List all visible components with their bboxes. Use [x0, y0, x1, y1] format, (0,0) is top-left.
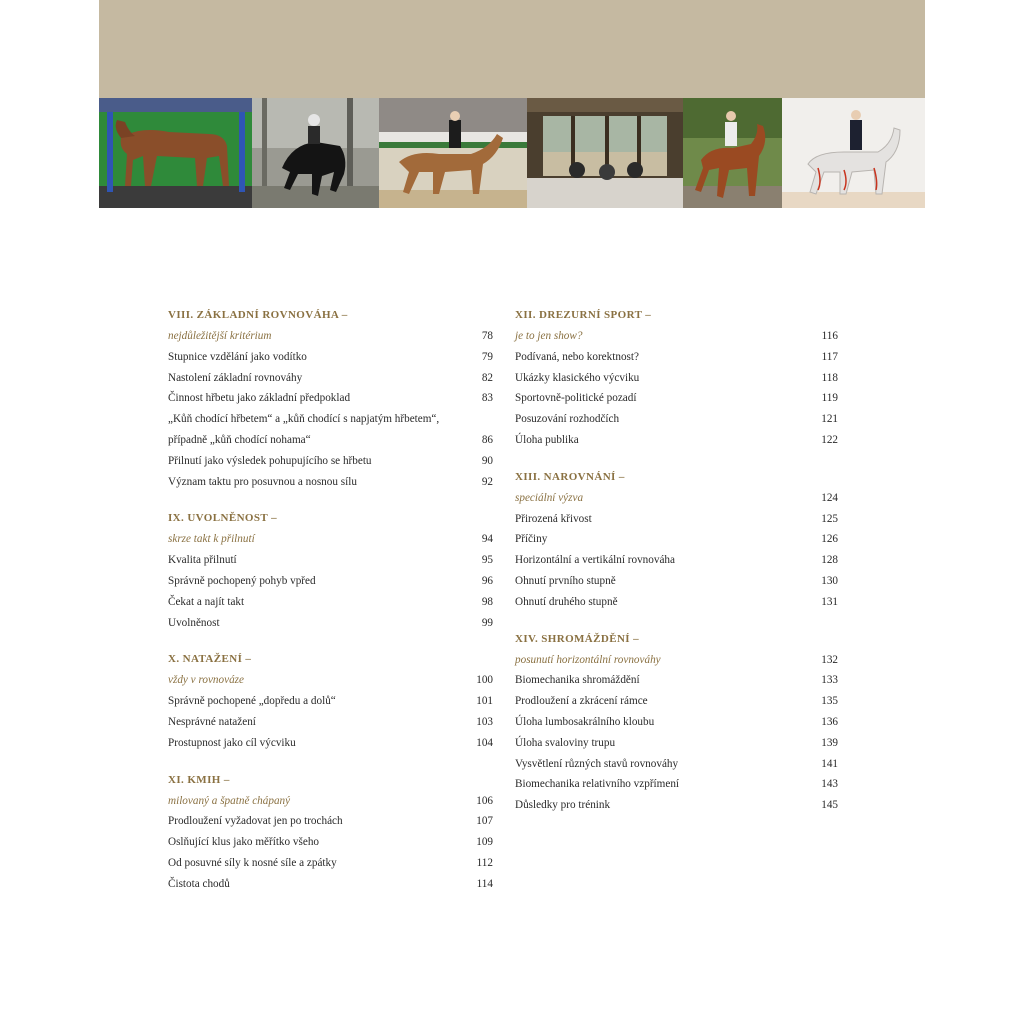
toc-entry-row[interactable] — [515, 388, 838, 409]
toc-entry-text: milovaný a špatně chápaný — [168, 794, 291, 807]
toc-page-number: 131 — [821, 595, 838, 608]
toc-section-title: VIII. ZÁKLADNÍ ROVNOVÁHA – — [168, 309, 348, 321]
toc-entry-text: Sportovně-politické pozadí — [515, 392, 637, 405]
toc-section-title: XII. DREZURNÍ SPORT – — [515, 309, 652, 321]
toc-entry-row[interactable] — [168, 613, 493, 634]
toc-entry-text: Úloha lumbosakrálního kloubu — [515, 715, 655, 728]
toc-section — [168, 305, 493, 492]
toc-page-number: 96 — [481, 574, 493, 587]
toc-page-number: 78 — [481, 330, 493, 342]
toc-page-number: 103 — [476, 715, 493, 728]
toc-entry-text: Horizontální a vertikální rovnováha — [515, 554, 675, 567]
toc-page-number: 117 — [821, 350, 838, 363]
toc-page-number: 109 — [476, 836, 493, 849]
toc-entry-text: Biomechanika shromáždění — [515, 674, 640, 687]
toc-section-title: XIII. NAROVNÁNÍ – — [515, 470, 625, 483]
toc-page-number: 82 — [481, 371, 493, 384]
toc-page-number: 92 — [481, 475, 493, 488]
toc-page-number: 121 — [821, 413, 838, 426]
toc-entry-row[interactable] — [515, 347, 838, 368]
toc-page-number: 128 — [821, 554, 838, 567]
toc-entry-row[interactable] — [168, 853, 493, 874]
toc-page-number: 118 — [821, 371, 838, 384]
toc-subtitle-row[interactable] — [515, 650, 838, 671]
toc-page-number: 116 — [821, 330, 838, 342]
toc-page-number: 135 — [821, 695, 838, 708]
toc-entry-row[interactable] — [168, 388, 493, 409]
toc-entry-row[interactable] — [515, 368, 838, 389]
toc-entry-row[interactable] — [515, 529, 838, 550]
toc-entry-text: vždy v rovnováze — [168, 674, 245, 687]
toc-entry-text: Posuzování rozhodčích — [515, 413, 620, 426]
toc-entry-text: Čekat a najít takt — [168, 595, 245, 608]
toc-entry-text: Prodloužení a zkrácení rámce — [515, 695, 648, 708]
toc-entry-row[interactable] — [168, 832, 493, 853]
toc-entry-row[interactable] — [515, 409, 838, 430]
toc-entry-row[interactable] — [168, 733, 493, 754]
toc-entry-row[interactable] — [168, 368, 493, 389]
toc-entry-row[interactable] — [515, 691, 838, 712]
toc-page-number: 139 — [821, 736, 838, 749]
toc-entry-text: Čistota chodů — [168, 877, 230, 890]
toc-section — [515, 467, 838, 613]
toc-entry-text: Přirozená křivost — [515, 512, 592, 525]
toc-page-number: 83 — [481, 392, 493, 405]
photo-strip — [99, 98, 925, 208]
horse-standing-green-photo — [99, 98, 252, 208]
toc-section — [168, 508, 493, 633]
toc-entry-text: Přilnutí jako výsledek pohupujícího se hřbetu — [168, 454, 372, 467]
toc-section — [515, 305, 838, 451]
toc-page-number: 112 — [476, 856, 493, 869]
toc-page-number: 130 — [821, 574, 838, 587]
toc-entry-text: Podívaná, nebo korektnost? — [515, 350, 639, 363]
toc-page-number: 132 — [821, 653, 838, 666]
toc-entry-row[interactable] — [168, 472, 493, 493]
toc-entry-text: Správně pochopený pohyb vpřed — [168, 574, 316, 587]
toc-page-number: 94 — [481, 533, 493, 546]
toc-entry-text: Biomechanika relativního vzpřímení — [515, 778, 680, 791]
toc-entry-text: Důsledky pro trénink — [515, 799, 611, 812]
toc-entry-text: Činnost hřbetu jako základní předpoklad — [168, 392, 351, 405]
toc-entry-text: Nastolení základní rovnováhy — [168, 371, 303, 384]
toc-subtitle-row[interactable] — [168, 326, 493, 347]
toc-entry-row[interactable] — [515, 592, 838, 613]
toc-page-number: 145 — [821, 799, 838, 812]
toc-subtitle-row[interactable] — [515, 326, 838, 347]
toc-entry-row[interactable] — [168, 550, 493, 571]
toc-entry-text: skrze takt k přilnutí — [168, 533, 255, 546]
toc-entry-text: Správně pochopené „dopředu a dolů“ — [168, 695, 336, 708]
toc-page-number: 136 — [821, 715, 838, 728]
toc-entry-text: Kvalita přilnutí — [168, 554, 237, 567]
toc-page-number: 125 — [821, 512, 838, 525]
toc-page-number: 122 — [821, 433, 838, 446]
toc-entry-row[interactable] — [515, 430, 838, 451]
toc-entry-text: Od posuvné síly k nosné síle a zpátky — [168, 856, 337, 869]
toc-subtitle-row[interactable] — [168, 529, 493, 550]
horse-jumping-photo — [252, 98, 379, 208]
toc-entry-row[interactable] — [168, 430, 493, 451]
toc-entry-text: Význam taktu pro posuvnou a nosnou sílu — [168, 475, 357, 488]
toc-section — [168, 649, 493, 753]
toc-entry-text: Oslňující klus jako měřítko všeho — [168, 836, 320, 849]
toc-page-number: 141 — [821, 757, 838, 770]
toc-entry-row[interactable] — [515, 754, 838, 775]
toc-section — [168, 770, 493, 895]
toc-entry-row[interactable] — [168, 571, 493, 592]
toc-entry-row[interactable] — [515, 670, 838, 691]
toc-entry-text: Ohnutí druhého stupně — [515, 595, 618, 608]
toc-entry-text: Prodloužení vyžadovat jen po trochách — [168, 815, 343, 828]
toc-subtitle-row[interactable] — [168, 670, 493, 691]
toc-entry-row[interactable] — [168, 451, 493, 472]
toc-page-number: 106 — [476, 794, 493, 807]
toc-page-number: 107 — [476, 815, 493, 828]
toc-entry-text: případně „kůň chodící nohama“ — [168, 433, 311, 446]
toc-entry-row[interactable] — [515, 733, 838, 754]
toc-section-title: XIV. SHROMÁŽDĚNÍ – — [515, 632, 640, 645]
toc-section-title: XI. KMIH – — [168, 773, 230, 786]
toc-entry-row[interactable] — [168, 592, 493, 613]
toc-page-number: 119 — [821, 392, 838, 405]
toc-entry-text: speciální výzva — [515, 491, 584, 504]
toc-page-number: 86 — [481, 433, 493, 446]
toc-entry-row[interactable] — [515, 774, 838, 795]
toc-entry-row[interactable] — [168, 811, 493, 832]
white-horse-diagram-photo — [782, 98, 925, 208]
toc-section-title: IX. UVOLNĚNOST – — [168, 512, 277, 525]
horse-trot-photo — [683, 98, 782, 208]
toc-page-number: 95 — [481, 554, 493, 567]
toc-section-title: X. NATAŽENÍ – — [168, 653, 252, 666]
toc-entry-row[interactable] — [515, 550, 838, 571]
toc-section — [515, 629, 838, 816]
toc-subtitle-row[interactable] — [168, 791, 493, 812]
toc-subtitle-row[interactable] — [515, 488, 838, 509]
toc-entry-text: Ukázky klasického výcviku — [515, 371, 640, 384]
toc-entry-text: Stupnice vzdělání jako vodítko — [168, 350, 307, 363]
toc-entry-row[interactable] — [168, 712, 493, 733]
toc-entry-text: je to jen show? — [515, 330, 583, 342]
toc-entry-text: Ohnutí prvního stupně — [515, 574, 616, 587]
toc-entry-text: Prostupnost jako cíl výcviku — [168, 736, 296, 749]
toc-entry-text: posunutí horizontální rovnováhy — [515, 653, 661, 666]
toc-page-number: 124 — [821, 491, 838, 504]
toc-entry-text: Uvolněnost — [168, 616, 220, 629]
toc-page-number: 104 — [476, 736, 493, 749]
toc-entry-text: nejdůležitější kritérium — [168, 330, 272, 342]
toc-right-column — [515, 305, 838, 832]
toc-page-number: 133 — [821, 674, 838, 687]
toc-page-number: 98 — [481, 595, 493, 608]
toc-entry-row[interactable] — [168, 874, 493, 895]
toc-entry-row[interactable] — [168, 347, 493, 368]
toc-page-number: 79 — [481, 350, 493, 363]
toc-page-number: 126 — [821, 533, 838, 546]
toc-entry-text: Vysvětlení různých stavů rovnováhy — [515, 757, 679, 770]
toc-page-number: 101 — [476, 695, 493, 708]
book-page — [99, 0, 925, 1024]
toc-page-number: 143 — [821, 778, 838, 791]
toc-entry-text: Úloha publika — [515, 433, 579, 446]
dressage-arena-photo — [379, 98, 527, 208]
toc-page-number: 114 — [476, 877, 493, 890]
toc-left-column — [168, 305, 493, 911]
toc-entry-row[interactable] — [515, 795, 838, 816]
toc-page-number: 90 — [481, 454, 493, 467]
toc-page-number: 100 — [476, 674, 493, 687]
toc-entry-row[interactable] — [515, 571, 838, 592]
header-band — [99, 0, 925, 98]
judges-pavilion-photo — [527, 98, 683, 208]
toc-entry-text: Příčiny — [515, 533, 548, 546]
toc-entry-text: „Kůň chodící hřbetem“ a „kůň chodící s napjatým hřbetem“, — [168, 413, 440, 426]
toc-entry-row[interactable] — [168, 409, 493, 430]
toc-entry-row[interactable] — [515, 509, 838, 530]
toc-entry-text: Nesprávné natažení — [168, 715, 256, 728]
toc-entry-row[interactable] — [168, 691, 493, 712]
toc-entry-text: Úloha svaloviny trupu — [515, 736, 616, 749]
toc-page-number: 99 — [481, 616, 493, 629]
toc-entry-row[interactable] — [515, 712, 838, 733]
